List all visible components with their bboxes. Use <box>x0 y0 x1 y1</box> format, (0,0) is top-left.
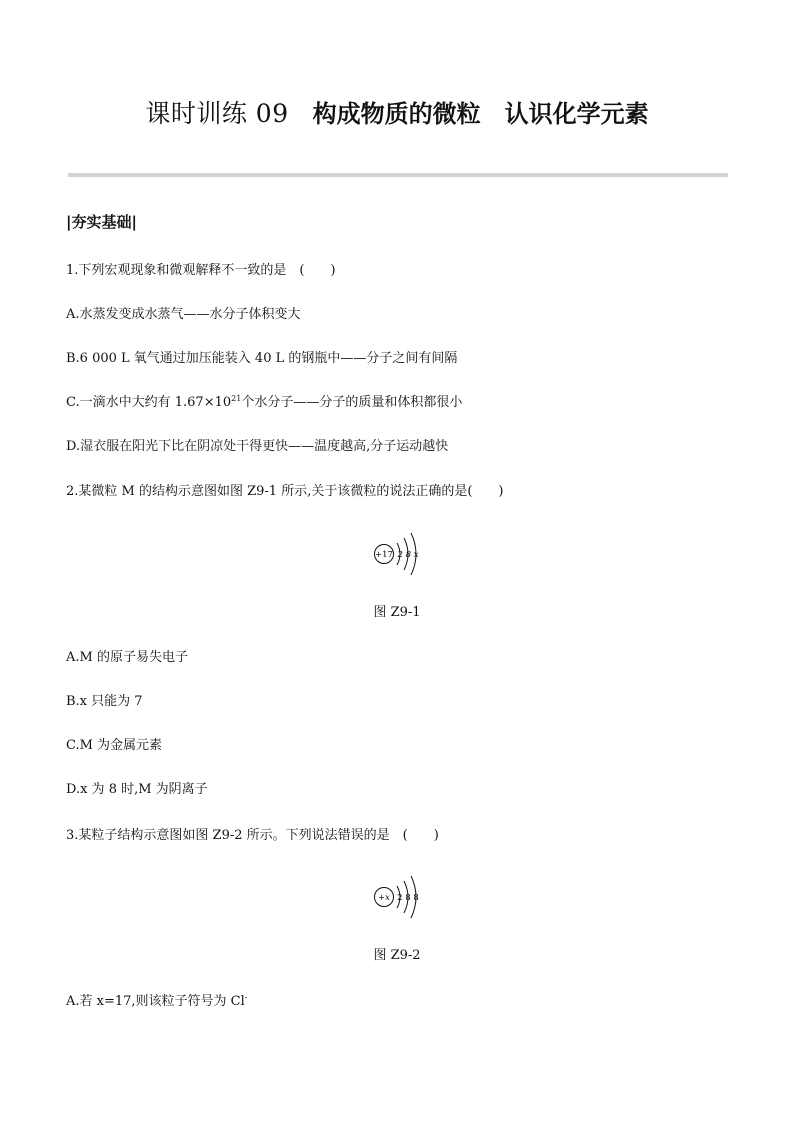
figure-caption-z9-2: 图 Z9-2 <box>373 948 421 963</box>
q2-option-a: A.M 的原子易失电子 <box>66 650 188 665</box>
q1-option-c-tail: 个水分子——分子的质量和体积都很小 <box>241 395 463 410</box>
q1-option-b: B.6 000 L 氧气通过加压能装入 40 L 的钢瓶中——分子之间有间隔 <box>66 351 458 366</box>
title-part2: 认识化学元素 <box>504 100 649 128</box>
q3-option-a-charge: - <box>244 993 248 1002</box>
q2-option-c: C.M 为金属元素 <box>66 738 163 753</box>
electron-counts: 2 8 x <box>397 550 419 560</box>
figure-caption-z9-1: 图 Z9-1 <box>373 605 421 620</box>
electron-counts: 2 8 8 <box>397 893 419 903</box>
q3-stem: 3.某粒子结构示意图如图 Z9-2 所示。下列说法错误的是 ( ) <box>66 828 439 843</box>
title-lead: 课时训练 09 <box>145 99 289 128</box>
q3-option-a <box>66 992 248 1012</box>
q1-option-c <box>66 393 462 413</box>
page-title <box>0 94 794 134</box>
q1-option-d: D.湿衣服在阳光下比在阴凉处干得更快——温度越高,分子运动越快 <box>66 439 449 454</box>
q2-option-d: D.x 为 8 时,M 为阴离子 <box>66 782 208 797</box>
section-heading: |夯实基础| <box>66 213 137 231</box>
nucleus-label: +x <box>378 893 390 903</box>
q1-option-c-text: C.一滴水中大约有 1.67×10 <box>66 395 232 410</box>
atom-structure-diagram-z9-2 <box>370 872 430 922</box>
nucleus-label: +17 <box>375 550 393 560</box>
q2-option-b: B.x 只能为 7 <box>66 694 143 709</box>
title-part1: 构成物质的微粒 <box>312 100 481 128</box>
atom-structure-diagram-z9-1 <box>370 528 430 580</box>
q1-option-a: A.水蒸发变成水蒸气——水分子体积变大 <box>66 307 301 322</box>
q3-option-a-text: A.若 x=17,则该粒子符号为 Cl <box>66 994 245 1009</box>
header-divider <box>68 173 728 177</box>
q1-option-c-exponent: 21 <box>231 394 242 403</box>
q2-stem: 2.某微粒 M 的结构示意图如图 Z9-1 所示,关于该微粒的说法正确的是( ) <box>66 484 504 499</box>
q1-stem: 1.下列宏观现象和微观解释不一致的是 ( ) <box>66 263 336 278</box>
